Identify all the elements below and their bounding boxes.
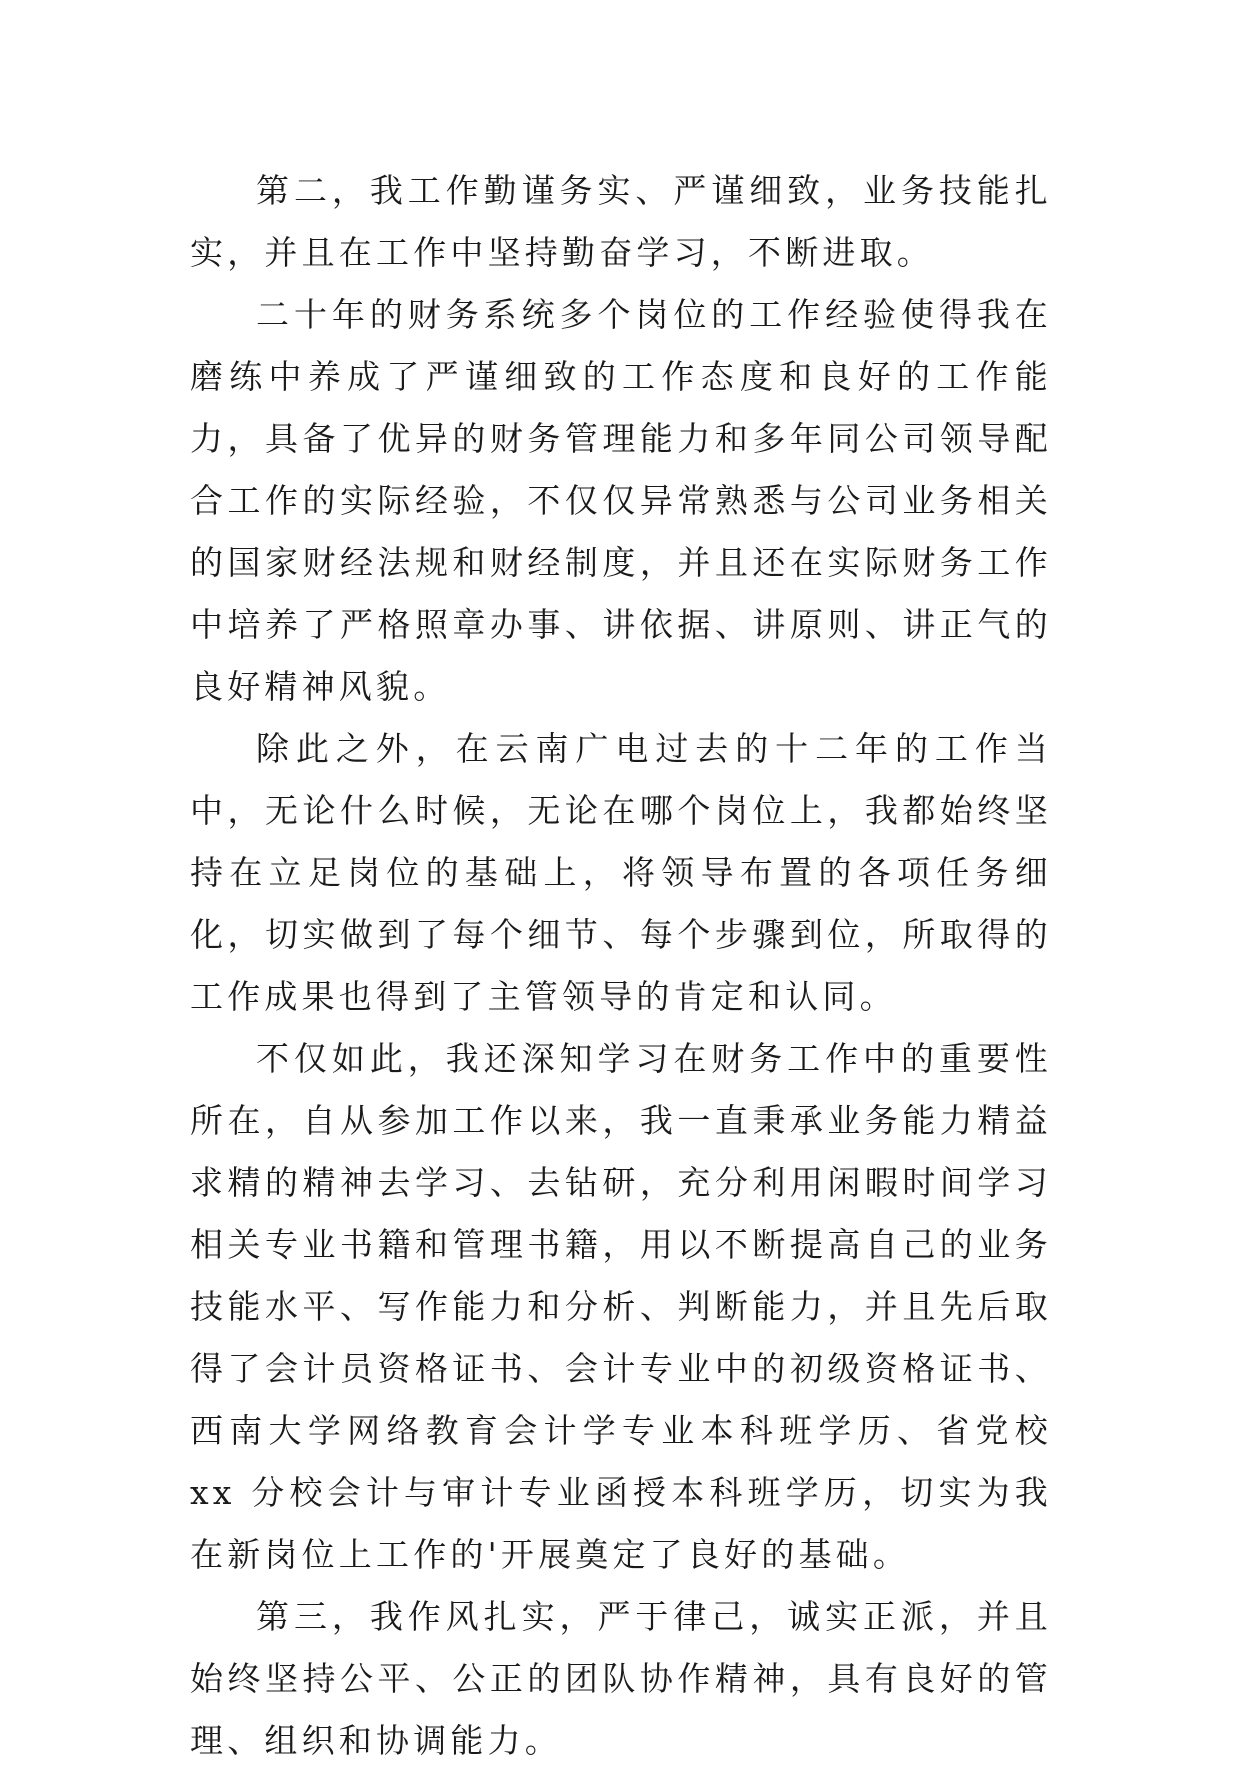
paragraph-1: 第二，我工作勤谨务实、严谨细致，业务技能扎实，并且在工作中坚持勤奋学习，不断进取。 [190, 171, 1052, 272]
paragraph-5: 第三，我作风扎实，严于律己，诚实正派，并且始终坚持公平、公正的团队协作精神，具有良好的管理、组织和协调能力。 [190, 1597, 1052, 1760]
document-body [190, 160, 1052, 1772]
paragraph-4: 不仅如此，我还深知学习在财务工作中的重要性所在，自从参加工作以来，我一直秉承业务能力精益求精的精神去学习、去钻研，充分利用闲暇时间学习相关专业书籍和管理书籍，用以不断提高自己的业务技能水平、写作能力和分析、判断能力，并且先后取得了会计员资格证书、会计专业中的初级资格证书、西南大学网络教育会计学专业本科班学历、省党校 xx 分校会计与审计专业函授本科班学历，切实为我在新岗位上工作的'开展奠定了良好的基础。 [190, 1039, 1052, 1574]
paragraph-2: 二十年的财务系统多个岗位的工作经验使得我在磨练中养成了严谨细致的工作态度和良好的工作能力，具备了优异的财务管理能力和多年同公司领导配合工作的实际经验，不仅仅异常熟悉与公司业务相关的国家财经法规和财经制度，并且还在实际财务工作中培养了严格照章办事、讲依据、讲原则、讲正气的良好精神风貌。 [190, 295, 1052, 706]
paragraph-3: 除此之外，在云南广电过去的十二年的工作当中，无论什么时候，无论在哪个岗位上，我都始终坚持在立足岗位的基础上，将领导布置的各项任务细化，切实做到了每个细节、每个步骤到位，所取得的工作成果也得到了主管领导的肯定和认同。 [190, 729, 1052, 1016]
